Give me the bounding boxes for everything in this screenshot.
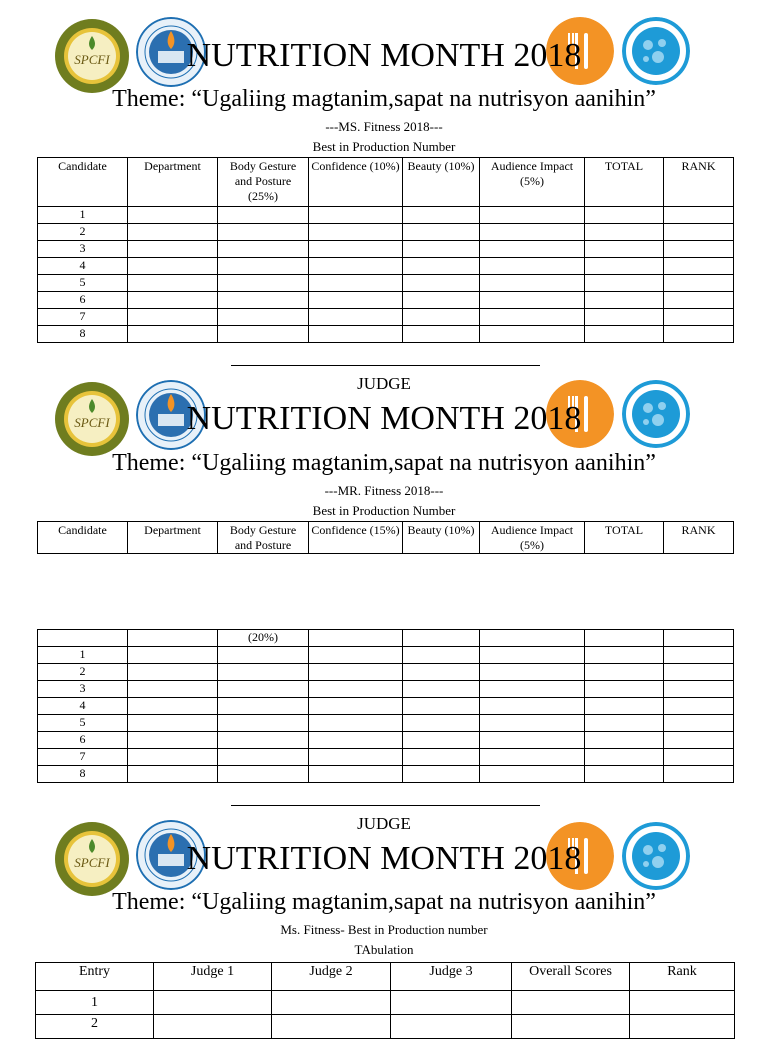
theme-line: Theme: “Ugaliing magtanim,sapat na nutrisyon aanihin” xyxy=(112,450,656,476)
ms-score-table xyxy=(37,157,734,343)
candidate-number: 4 xyxy=(38,258,128,275)
candidate-number: 2 xyxy=(38,224,128,241)
header-confidence: Confidence (15%) xyxy=(309,522,403,554)
entry-number: 2 xyxy=(36,1015,154,1039)
candidate-number: 5 xyxy=(38,275,128,292)
contest-subtitle: ---MS. Fitness 2018--- xyxy=(325,119,443,134)
mr-score-table-body xyxy=(37,629,734,783)
entry-number: 1 xyxy=(36,991,154,1015)
contest-subtitle: Ms. Fitness- Best in Production number xyxy=(280,922,488,937)
header-candidate: Candidate xyxy=(38,522,128,554)
header-audience-impact: Audience Impact (5%) xyxy=(480,522,585,554)
header-body-gesture: Body Gesture and Posture (25%) xyxy=(218,158,309,207)
candidate-number: 7 xyxy=(38,749,128,766)
judge-signature-line xyxy=(231,365,540,366)
table-row xyxy=(38,715,734,732)
table-row xyxy=(38,258,734,275)
header-body-gesture: Body Gesture and Posture xyxy=(218,522,309,554)
header-judge-1: Judge 1 xyxy=(154,963,272,991)
body-gesture-percent: (20%) xyxy=(218,630,309,647)
table-row xyxy=(38,749,734,766)
header-department: Department xyxy=(128,522,218,554)
candidate-number: 4 xyxy=(38,698,128,715)
header-total: TOTAL xyxy=(585,158,664,207)
table-row xyxy=(38,664,734,681)
header-rank: RANK xyxy=(664,158,734,207)
header-candidate: Candidate xyxy=(38,158,128,207)
header-department: Department xyxy=(128,158,218,207)
candidate-number: 3 xyxy=(38,681,128,698)
candidate-number: 6 xyxy=(38,732,128,749)
table-row xyxy=(36,991,735,1015)
page-title: NUTRITION MONTH 2018 xyxy=(186,37,582,74)
header-judge-2: Judge 2 xyxy=(272,963,391,991)
table-row xyxy=(38,647,734,664)
judge-label: JUDGE xyxy=(357,374,411,393)
contest-subtitle: ---MR. Fitness 2018--- xyxy=(324,483,444,498)
table-row xyxy=(38,326,734,343)
table-row xyxy=(38,766,734,783)
table-row xyxy=(36,1015,735,1039)
header-entry: Entry xyxy=(36,963,154,991)
candidate-number: 2 xyxy=(38,664,128,681)
table-row xyxy=(38,698,734,715)
candidate-number: 7 xyxy=(38,309,128,326)
svg-text:SPCFI: SPCFI xyxy=(74,855,110,870)
header-judge-3: Judge 3 xyxy=(391,963,512,991)
table-row xyxy=(38,309,734,326)
theme-line: Theme: “Ugaliing magtanim,sapat na nutrisyon aanihin” xyxy=(112,889,656,915)
svg-text:SPCFI: SPCFI xyxy=(74,52,110,67)
header-rank: RANK xyxy=(664,522,734,554)
judge-label: JUDGE xyxy=(357,814,411,833)
theme-line: Theme: “Ugaliing magtanim,sapat na nutrisyon aanihin” xyxy=(112,86,656,112)
page-title: NUTRITION MONTH 2018 xyxy=(186,400,582,437)
candidate-number: 1 xyxy=(38,647,128,664)
table-row xyxy=(38,732,734,749)
header-beauty: Beauty (10%) xyxy=(403,158,480,207)
category-label: Best in Production Number xyxy=(312,139,456,154)
header-confidence: Confidence (10%) xyxy=(309,158,403,207)
candidate-number: 6 xyxy=(38,292,128,309)
category-label: Best in Production Number xyxy=(312,503,456,518)
table-row xyxy=(38,292,734,309)
table-row xyxy=(38,224,734,241)
page-title: NUTRITION MONTH 2018 xyxy=(186,840,582,877)
judge-signature-line xyxy=(231,805,540,806)
candidate-number: 8 xyxy=(38,326,128,343)
candidate-number: 3 xyxy=(38,241,128,258)
header-audience-impact: Audience Impact (5%) xyxy=(480,158,585,207)
category-label: TAbulation xyxy=(354,942,414,957)
mr-score-table-header xyxy=(37,521,734,554)
header-beauty: Beauty (10%) xyxy=(403,522,480,554)
tabulation-table xyxy=(35,962,735,1039)
header-total: TOTAL xyxy=(585,522,664,554)
table-row xyxy=(38,275,734,292)
table-row xyxy=(38,207,734,224)
candidate-number: 5 xyxy=(38,715,128,732)
candidate-number: 1 xyxy=(38,207,128,224)
svg-text:SPCFI: SPCFI xyxy=(74,415,110,430)
candidate-number: 8 xyxy=(38,766,128,783)
table-row xyxy=(38,241,734,258)
table-row xyxy=(38,681,734,698)
header-overall-scores: Overall Scores xyxy=(512,963,630,991)
header-rank: Rank xyxy=(630,963,735,991)
